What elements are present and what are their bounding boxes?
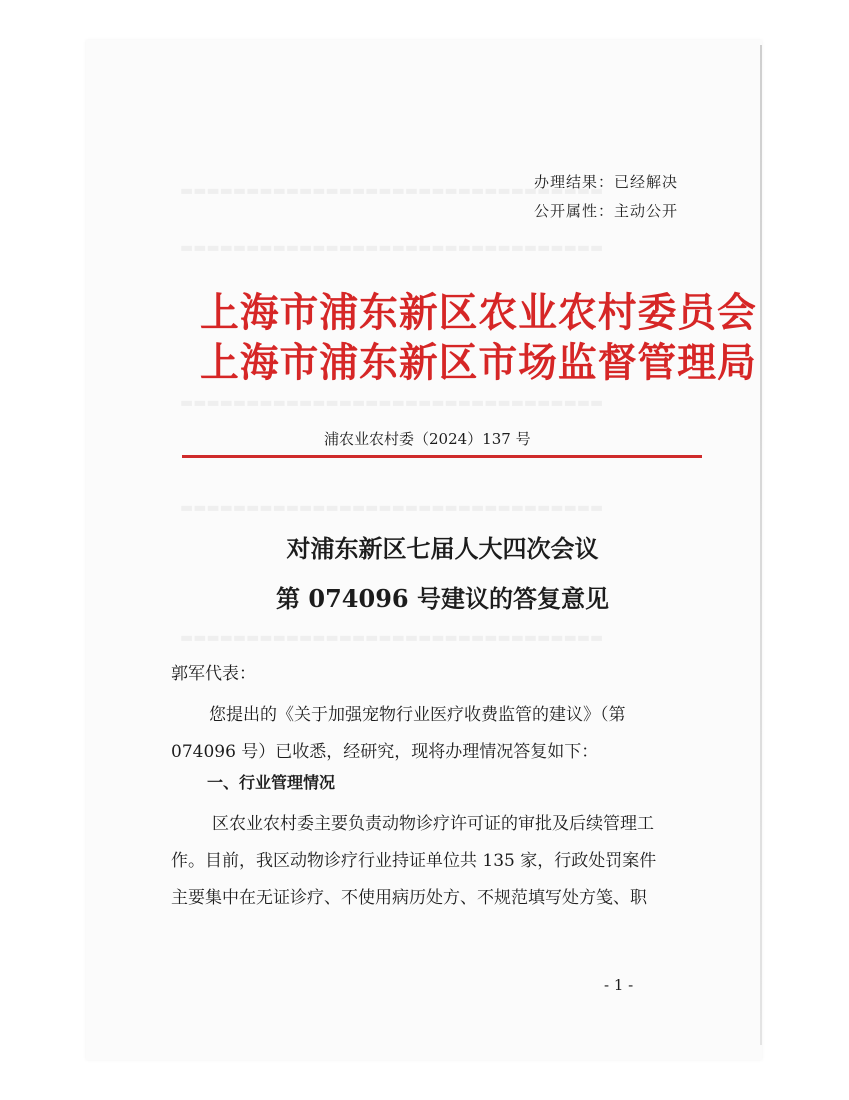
document-title-line-1: 对浦东新区七届人大四次会议	[286, 534, 599, 563]
section-heading-1: 一、行业管理情况	[207, 773, 336, 792]
page-number: - 1 -	[604, 976, 634, 994]
paragraph-2-line-1: 区农业农村委主要负责动物诊疗许可证的审批及后续管理工	[212, 814, 654, 834]
paragraph-2-line-3: 主要集中在无证诊疗、不使用病历处方、不规范填写处方笺、职	[171, 888, 647, 908]
issuer-agriculture-committee: 上海市浦东新区农业农村委员会	[200, 289, 757, 336]
paragraph-1-line-2: 074096 号）已收悉，经研究，现将办理情况答复如下：	[171, 742, 599, 762]
show-through-text	[180, 630, 603, 646]
salutation: 郭军代表：	[171, 664, 256, 684]
show-through-text	[180, 240, 603, 256]
page-fold-shadow	[760, 45, 762, 1045]
document-number: 浦农业农村委（2024）137 号	[324, 430, 531, 448]
document-title-line-2: 第 074096 号建议的答复意见	[276, 584, 609, 613]
disclosure-attribute: 公开属性：主动公开	[534, 202, 679, 220]
red-separator-rule	[182, 455, 702, 458]
paragraph-1-line-1: 您提出的《关于加强宠物行业医疗收费监管的建议》（第	[209, 705, 626, 725]
handling-result: 办理结果：已经解决	[534, 173, 679, 191]
show-through-text	[180, 500, 603, 516]
paragraph-2-line-2: 作。目前，我区动物诊疗行业持证单位共 135 家，行政处罚案件	[171, 851, 657, 871]
show-through-text	[180, 395, 603, 411]
issuer-market-supervision-bureau: 上海市浦东新区市场监督管理局	[200, 339, 757, 386]
